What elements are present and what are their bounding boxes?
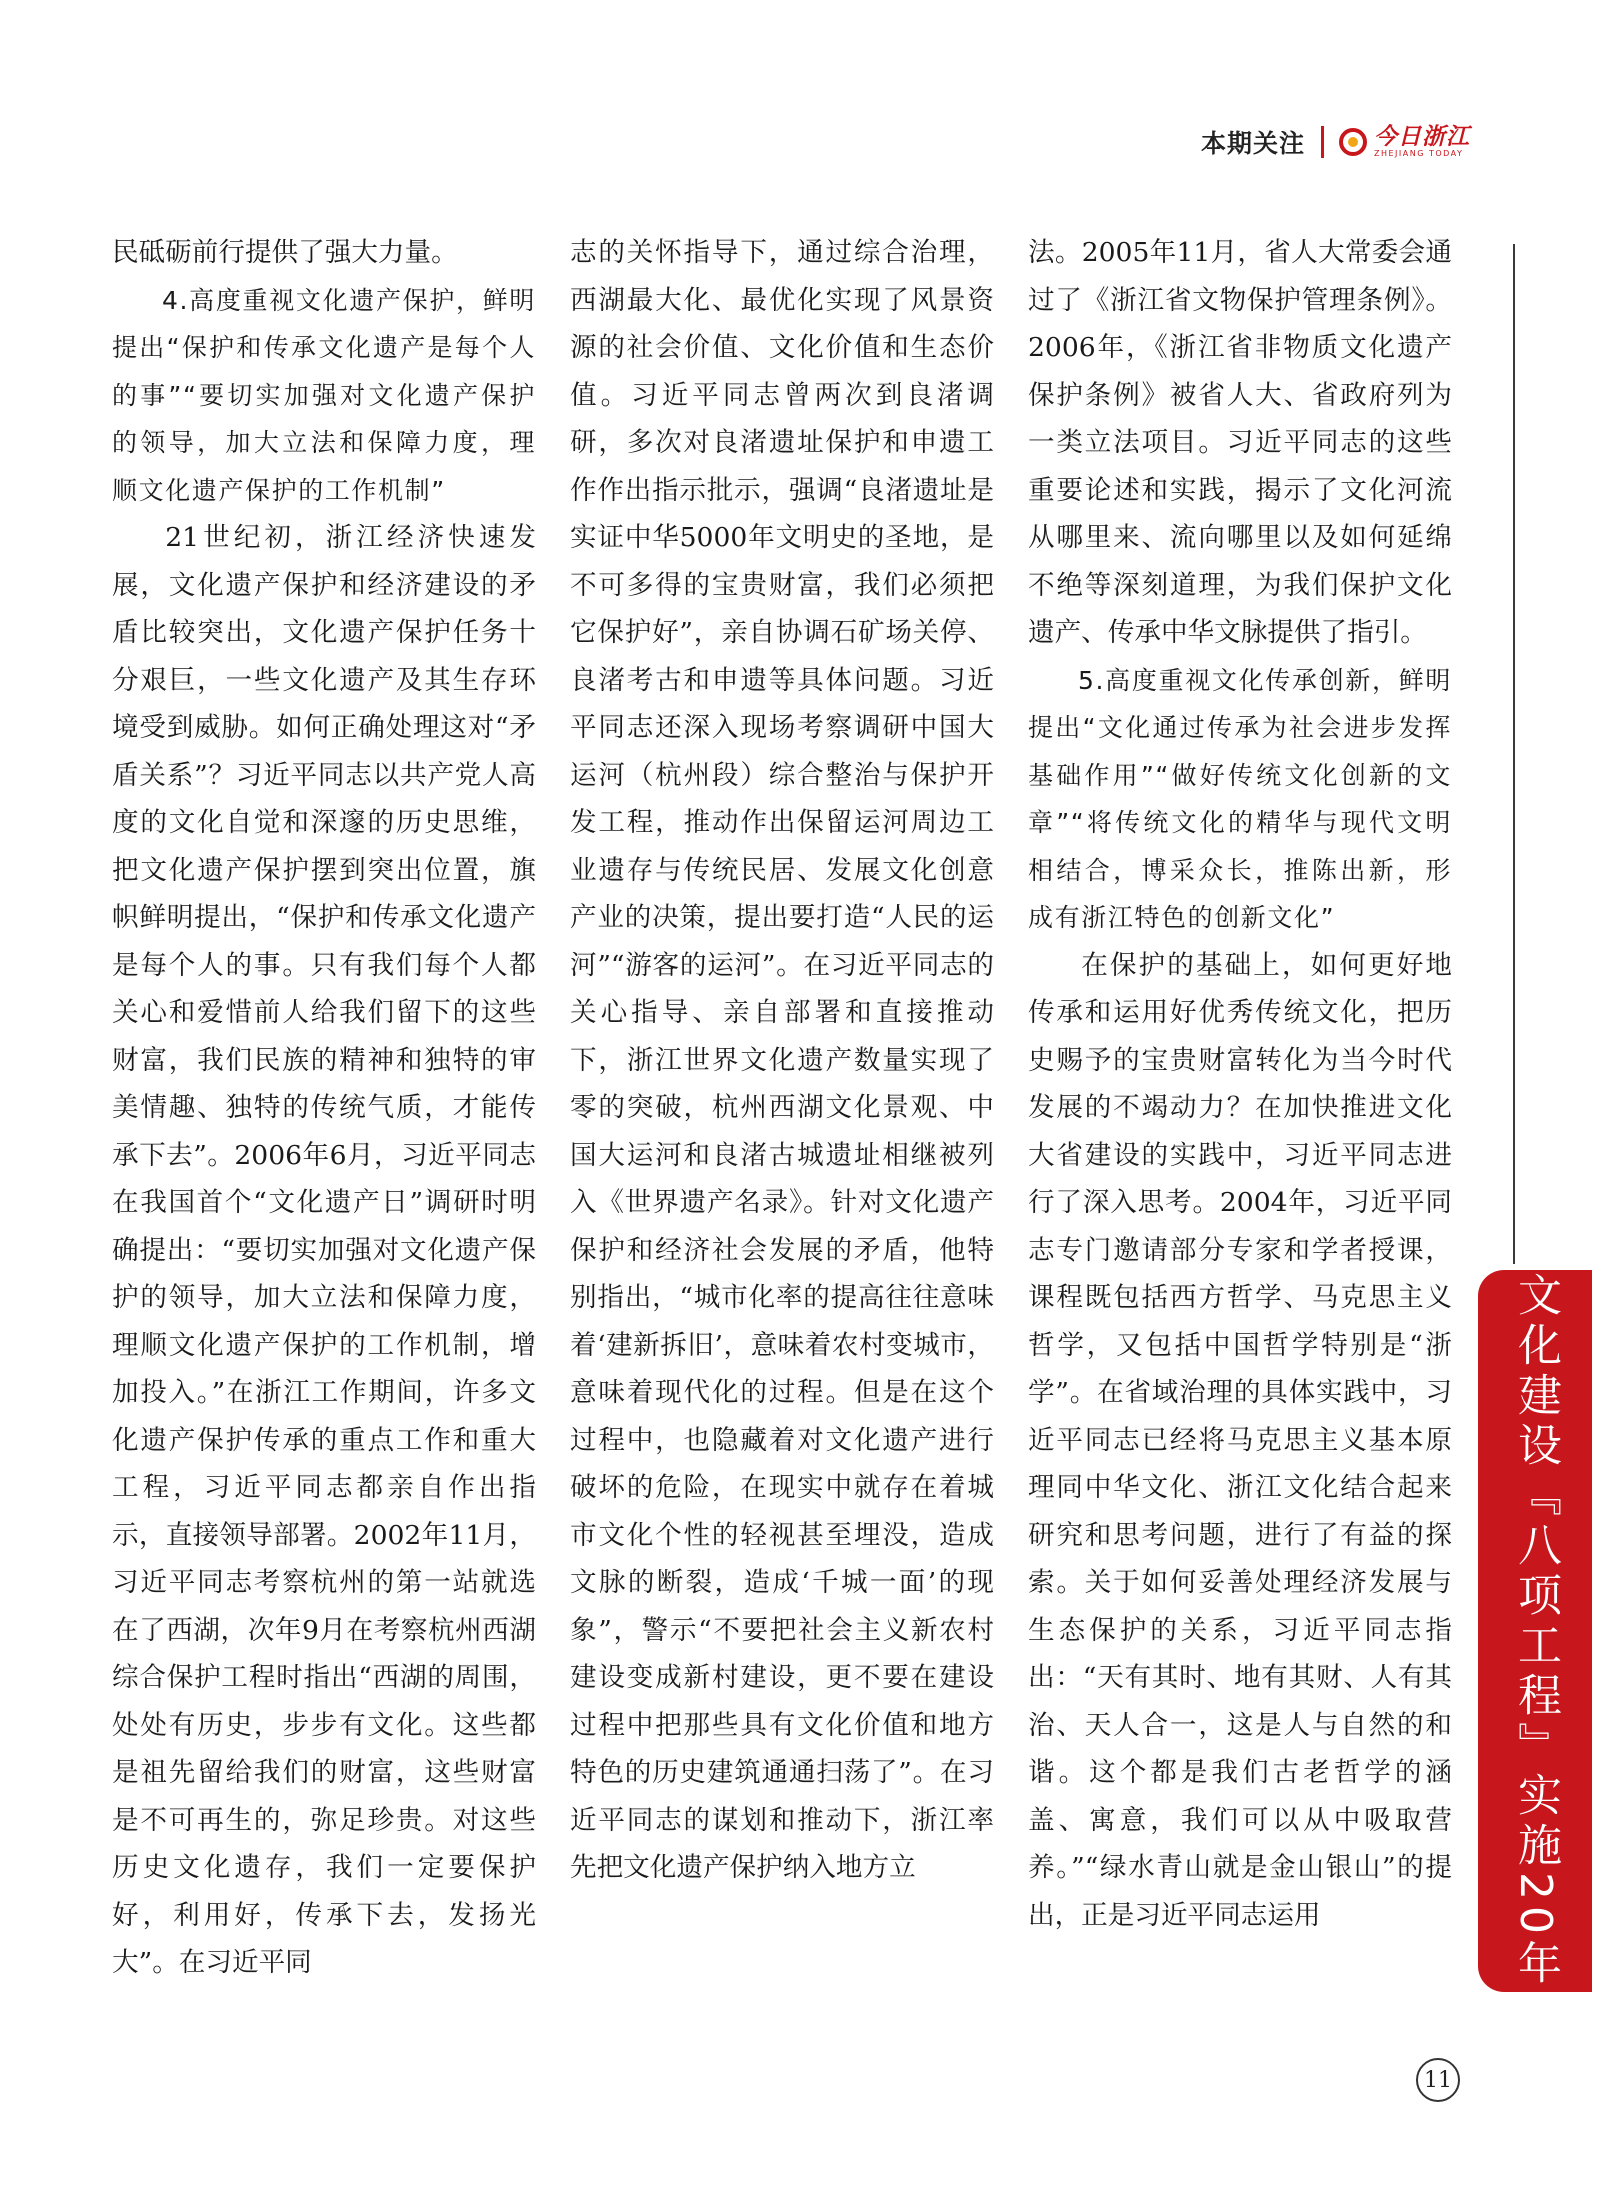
magazine-logo bbox=[1338, 125, 1470, 159]
header-divider bbox=[1321, 126, 1324, 158]
text-column-3 bbox=[1028, 229, 1452, 2029]
margin-rule bbox=[1513, 244, 1515, 1264]
logo-swirl-icon bbox=[1338, 127, 1368, 157]
paragraph: 志的关怀指导下，通过综合治理，西湖最大化、最优化实现了风景资源的社会价值、文化价值和生态价值。习近平同志曾两次到良渚调研，多次对良渚遗址保护和申遗工作作出指示批示，强调“良渚遗址是实证中华5000年文明史的圣地，是不可多得的宝贵财富，我们必须把它保护好”，亲自协调石矿场关停、良渚考古和申遗等具体问题。习近平同志还深入现场考察调研中国大运河（杭州段）综合整治与保护开发工程，推动作出保留运河周边工业遗存与传统民居、发展文化创意产业的决策，提出要打造“人民的运河”“游客的运河”。在习近平同志的关心指导、亲自部署和直接推动下，浙江世界文化遗产数量实现了零的突破，杭州西湖文化景观、中国大运河和良渚古城遗址相继被列入《世界遗产名录》。针对文化遗产保护和经济社会发展的矛盾，他特别指出，“城市化率的提高往往意味着‘建新拆旧’，意味着农村变城市，意味着现代化的过程。但是在这个过程中，也隐藏着对文化遗产进行破坏的危险，在现实中就存在着城市文化个性的轻视甚至埋没，造成文脉的断裂，造成‘千城一面’的现象”，警示“不要把社会主义新农村建设变成新村建设，更不要在建设过程中把那些具有文化价值和地方特色的历史建筑通通扫荡了”。在习近平同志的谋划和推动下，浙江率先把文化遗产保护纳入地方立 bbox=[570, 237, 994, 1883]
subheading-quote: 5.高度重视文化传承创新，鲜明提出“文化通过传承为社会进步发挥基础作用”“做好传统文化创新的文章”“将传统文化的精华与现代文明相结合，博采众长，推陈出新，形成有浙江特色的创新文化” bbox=[1028, 665, 1452, 932]
section-tab-label: 文化建设『八项工程』实施20年 bbox=[1510, 1272, 1561, 1990]
text-column-1 bbox=[112, 229, 536, 2029]
text-column-2 bbox=[570, 229, 994, 2029]
subheading-quote: 4.高度重视文化遗产保护，鲜明提出“保护和传承文化遗产是每个人的事”“要切实加强对文化遗产保护的领导，加大立法和保障力度，理顺文化遗产保护的工作机制” bbox=[112, 285, 536, 505]
paragraph: 21世纪初，浙江经济快速发展，文化遗产保护和经济建设的矛盾比较突出，文化遗产保护任务十分艰巨，一些文化遗产及其生存环境受到威胁。如何正确处理这对“矛盾关系”？习近平同志以共产党人高度的文化自觉和深邃的历史思维，把文化遗产保护摆到突出位置，旗帜鲜明提出，“保护和传承文化遗产是每个人的事。只有我们每个人都关心和爱惜前人给我们留下的这些财富，我们民族的精神和独特的审美情趣、独特的传统气质，才能传承下去”。2006年6月，习近平同志在我国首个“文化遗产日”调研时明确提出：“要切实加强对文化遗产保护的领导，加大立法和保障力度，理顺文化遗产保护的工作机制，增加投入。”在浙江工作期间，许多文化遗产保护传承的重点工作和重大工程，习近平同志都亲自作出指示，直接领导部署。2002年11月，习近平同志考察杭州的第一站就选在了西湖，次年9月在考察杭州西湖综合保护工程时指出“西湖的周围，处处有历史，步步有文化。这些都是祖先留给我们的财富，这些财富是不可再生的，弥足珍贵。对这些历史文化遗存，我们一定要保护好，利用好，传承下去，发扬光大”。在习近平同 bbox=[112, 522, 536, 1978]
page-number: 11 bbox=[1416, 2058, 1460, 2102]
page-header bbox=[1201, 118, 1470, 166]
paragraph: 民砥砺前行提供了强大力量。 bbox=[112, 237, 458, 268]
logo-chinese-name: 今日浙江 bbox=[1374, 123, 1470, 150]
section-label: 本期关注 bbox=[1200, 129, 1305, 158]
section-tab bbox=[1478, 1270, 1592, 1992]
logo-english-name: ZHEJIANG TODAY bbox=[1374, 149, 1464, 158]
article-body bbox=[112, 229, 1452, 2029]
paragraph: 法。2005年11月，省人大常委会通过了《浙江省文物保护管理条例》。2006年，《浙江省非物质文化遗产保护条例》被省人大、省政府列为一类立法项目。习近平同志的这些重要论述和实践，揭示了文化河流从哪里来、流向哪里以及如何延绵不绝等深刻道理，为我们保护文化遗产、传承中华文脉提供了指引。 bbox=[1028, 237, 1452, 648]
paragraph: 在保护的基础上，如何更好地传承和运用好优秀传统文化，把历史赐予的宝贵财富转化为当今时代发展的不竭动力？在加快推进文化大省建设的实践中，习近平同志进行了深入思考。2004年，习近平同志专门邀请部分专家和学者授课，课程既包括西方哲学、马克思主义哲学，又包括中国哲学特别是“浙学”。在省域治理的具体实践中，习近平同志已经将马克思主义基本原理同中华文化、浙江文化结合起来研究和思考问题，进行了有益的探索。关于如何妥善处理经济发展与生态保护的关系，习近平同志指出：“天有其时、地有其财、人有其治、天人合一，这是人与自然的和谐。这个都是我们古老哲学的涵盖、寓意，我们可以从中吸取营养。”“绿水青山就是金山银山”的提出，正是习近平同志运用 bbox=[1028, 949, 1452, 1931]
